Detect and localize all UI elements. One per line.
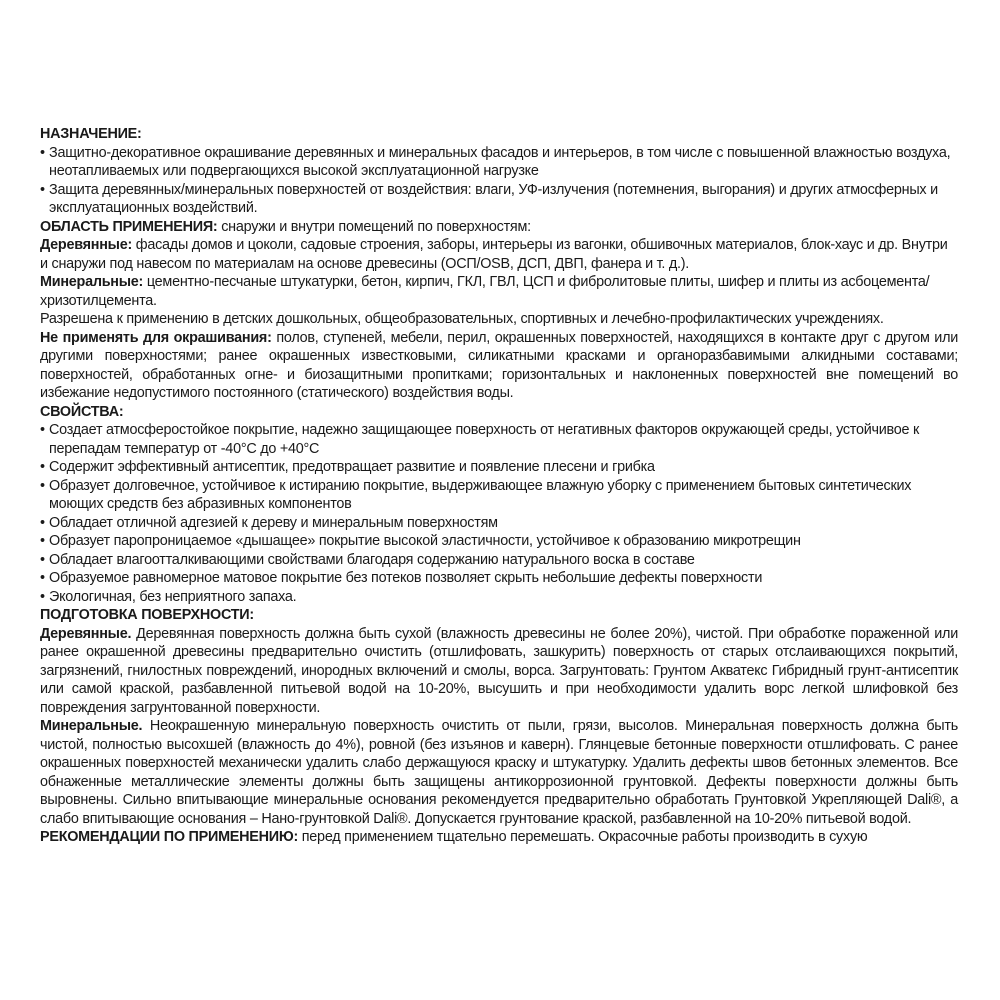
property-bullet: • Создает атмосферостойкое покрытие, надежно защищающее поверхность от негативных факторов окружающей среды, устойчивое к перепадам температур от -40°С до +40°С — [40, 421, 958, 458]
wood-surfaces — [40, 236, 958, 273]
section-heading-preparation: ПОДГОТОВКА ПОВЕРХНОСТИ: — [40, 607, 254, 623]
application-intro: снаружи и внутри помещений по поверхностям: — [221, 218, 531, 235]
allowed-usage: Разрешена к применению в детских дошкольных, общеобразовательных, спортивных и лечебно-профилактических учреждениях. — [40, 311, 884, 327]
prep-wood-text: Деревянная поверхность должна быть сухой (влажность древесины не более 20%), чистой. При обработке пораженной или ранее окрашенной древесины предварительно очистить (отшлифовать, зашкурить) поверхность от старых отслаивающихся покрытий, загрязнений, гнилостных повреждений, инородных включений и смолы, ворса. Загрунтовать: Грунтом Акватекс Гибридный грунт-антисептик или самой краской, разбавленной питьевой водой на 10-20%, высушить и при необходимости удалить ворс легкой шлифовкой без повреждения загрунтованной поверхности. — [40, 625, 958, 716]
prep-mineral-label: Минеральные. — [40, 718, 143, 734]
property-bullet: • Обладает отличной адгезией к дереву и минеральным поверхностям — [40, 514, 958, 533]
mineral-text: цементно-песчаные штукатурки, бетон, кирпич, ГКЛ, ГВЛ, ЦСП и фибролитовые плиты, шифер и плиты из асбоцемента/хризотилцемента. — [40, 274, 930, 309]
prep-wood-label: Деревянные. — [40, 625, 132, 642]
prep-wood — [40, 625, 958, 718]
not-apply — [40, 329, 958, 403]
property-bullet: • Образует долговечное, устойчивое к истиранию покрытие, выдерживающее влажную уборку с применением бытовых синтетических моющих средств без абразивных компонентов — [40, 477, 958, 514]
purpose-bullet: • Защитно-декоративное окрашивание деревянных и минеральных фасадов и интерьеров, в том числе с повышенной влажностью воздуха, неотапливаемых или подвергающихся высокой эксплуатационной нагрузке — [40, 144, 958, 181]
not-apply-text: полов, ступеней, мебели, перил, окрашенных поверхностей, находящихся в контакте друг с другом или другими поверхностями; ранее окрашенных известковыми, силикатными красками и органоразбавимыми алкидными составами; поверхностей, обработанных огне- и биозащитными пропитками; горизонтальных и наклоненных поверхностей вне помещений во избежание недопустимого постоянного (статического) воздействия воды. — [40, 329, 959, 401]
section-heading-properties: СВОЙСТВА: — [40, 403, 124, 420]
section-heading-recommendations: РЕКОМЕНДАЦИИ ПО ПРИМЕНЕНИЮ: — [40, 829, 299, 845]
instruction-text — [40, 125, 958, 847]
wood-label: Деревянные: — [40, 237, 132, 253]
recommendations — [40, 828, 958, 847]
property-bullet: • Образует паропроницаемое «дышащее» покрытие высокой эластичности, устойчивое к образованию микротрещин — [40, 532, 958, 551]
section-heading-application: ОБЛАСТЬ ПРИМЕНЕНИЯ: — [40, 218, 218, 235]
purpose-bullet: • Защита деревянных/минеральных поверхностей от воздействия: влаги, УФ-излучения (потемнения, выгорания) и других атмосферных и эксплуатационных воздействий. — [40, 181, 958, 218]
property-bullet: • Содержит эффективный антисептик, предотвращает развитие и появление плесени и грибка — [40, 458, 958, 477]
property-bullet: • Образуемое равномерное матовое покрытие без потеков позволяет скрыть небольшие дефекты поверхности — [40, 569, 958, 588]
prep-mineral-text: Неокрашенную минеральную поверхность очистить от пыли, грязи, высолов. Минеральная поверхность должна быть чистой, полностью высохшей (влажность до 4%), ровной (без изъянов и каверн). Глянцевые бетонные поверхности отшлифовать. С ранее окрашенных поверхностей механически удалить слабо держащуюся краску и штукатурку. Удалить дефекты швов бетонных элементов. Все обнаженные металлические элементы должны быть защищены антикоррозионной грунтовкой. Дефекты поверхности должны быть выровнены. Сильно впитывающие минеральные основания рекомендуется предварительно обработать Грунтовкой Укрепляющей Dali®, а слабо впитывающие основания – Нано-грунтовкой Dali®. Допускается грунтование краской, разбавленной на 10-20% питьевой водой. — [40, 718, 958, 827]
wood-text: фасады домов и цоколи, садовые строения, заборы, интерьеры из вагонки, обшивочных материалов, блок-хаус и др. Внутри и снаружи под навесом по материалам на основе древесины (ОСП/OSB, ДСП, ДВП, фанера и т. д.). — [40, 237, 948, 272]
not-apply-label: Не применять для окрашивания: — [40, 329, 272, 346]
mineral-label: Минеральные: — [40, 274, 144, 290]
mineral-surfaces — [40, 273, 958, 310]
property-bullet: • Обладает влагоотталкивающими свойствами благодаря содержанию натурального воска в составе — [40, 551, 958, 570]
application-area — [40, 218, 958, 237]
prep-mineral — [40, 717, 958, 828]
property-bullet: • Экологичная, без неприятного запаха. — [40, 588, 958, 607]
section-heading-purpose: НАЗНАЧЕНИЕ: — [40, 126, 142, 142]
recommendations-text: перед применением тщательно перемешать. Окрасочные работы производить в сухую — [301, 829, 868, 845]
